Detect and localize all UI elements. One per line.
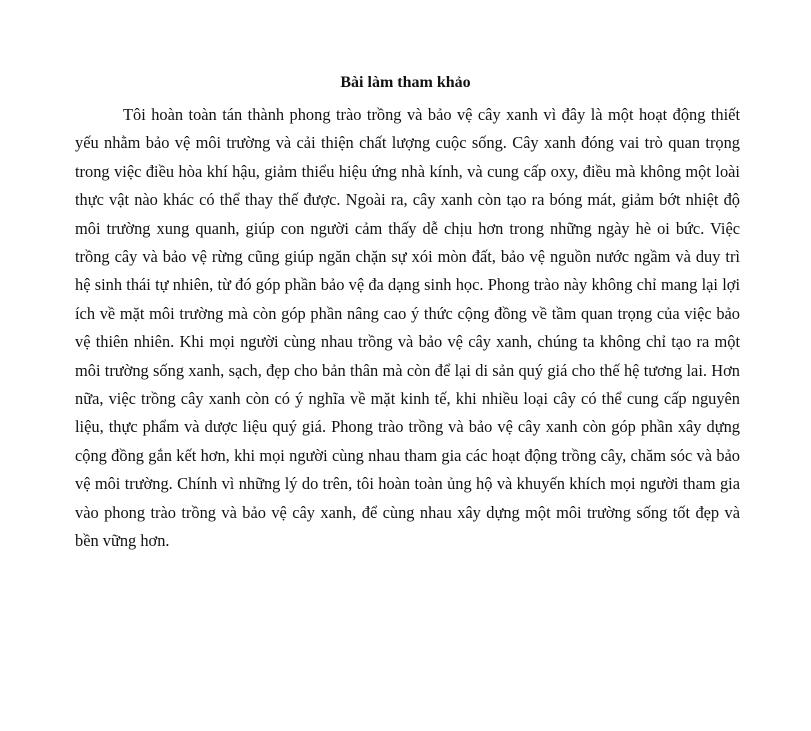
essay-paragraph: Tôi hoàn toàn tán thành phong trào trồng và bảo vệ cây xanh vì đây là một hoạt động thiết yếu nhằm bảo vệ môi trường và cải thiện chất lượng cuộc sống. Cây xanh đóng vai trò quan trọng trong việc điều hòa khí hậu, giảm thiểu hiệu ứng nhà kính, và cung cấp oxy, điều mà không một loài thực vật nào khác có thể thay thế được. Ngoài ra, cây xanh còn tạo ra bóng mát, giảm bớt nhiệt độ môi trường xung quanh, giúp con người cảm thấy dễ chịu hơn trong những ngày hè oi bức. Việc trồng cây và bảo vệ rừng cũng giúp ngăn chặn sự xói mòn đất, bảo vệ nguồn nước ngầm và duy trì hệ sinh thái tự nhiên, từ đó góp phần bảo vệ đa dạng sinh học. Phong trào này không chỉ mang lại lợi ích về mặt môi trường mà còn góp phần nâng cao ý thức cộng đồng về tầm quan trọng của việc bảo vệ thiên nhiên. Khi mọi người cùng nhau trồng và bảo vệ cây xanh, chúng ta không chỉ tạo ra một môi trường sống xanh, sạch, đẹp cho bản thân mà còn để lại di sản quý giá cho thế hệ tương lai. Hơn nữa, việc trồng cây xanh còn có ý nghĩa về mặt kinh tế, khi nhiều loại cây có thể cung cấp nguyên liệu, thực phẩm và dược liệu quý giá. Phong trào trồng và bảo vệ cây xanh còn góp phần xây dựng cộng đồng gắn kết hơn, khi mọi người cùng nhau tham gia các hoạt động trồng cây, chăm sóc và bảo vệ môi trường. Chính vì những lý do trên, tôi hoàn toàn ủng hộ và khuyến khích mọi người tham gia vào phong trào trồng và bảo vệ cây xanh, để cùng nhau xây dựng một môi trường sống tốt đẹp và bền vững hơn. bbox=[75, 105, 740, 551]
document-title: Bài làm tham khảo bbox=[340, 74, 471, 91]
